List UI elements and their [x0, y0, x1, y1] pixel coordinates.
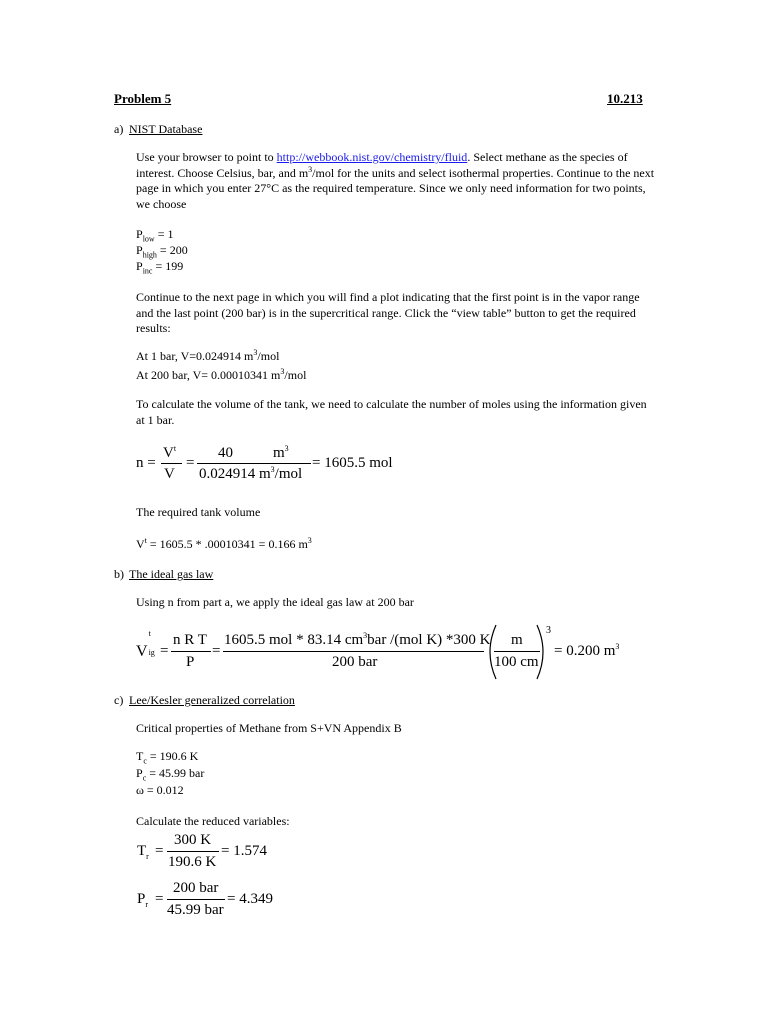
result-1bar: At 1 bar, V=0.024914 $m^3$/mol — [136, 348, 280, 363]
part-c-intro: Critical properties of Methane from S+VN Appendix B — [136, 721, 402, 735]
tc-value: $T_c = 190.6$ K — [136, 749, 199, 766]
omega-value: ω = 0.012 — [136, 783, 184, 797]
pc-value: $P_c = 45.99$ bar — [136, 766, 205, 783]
course-number: 10.213 — [607, 91, 643, 106]
part-a-moles-intro: To calculate the volume of the tank, we need to calculate the number of moles using the information given at 1 bar. — [136, 397, 647, 427]
p-inc: $P_{inc} = 199$ — [136, 259, 184, 276]
part-c-letter: c) — [114, 693, 124, 707]
part-b-letter: b) — [114, 567, 124, 581]
part-b-heading: The ideal gas law — [129, 567, 214, 581]
part-a-continue: Continue to the next page in which you will find a plot indicating that the first point is in the vapor range and the last point (200 bar) is in the supercritical range. Click the “view table” button to get the required results: — [136, 290, 640, 335]
part-c-heading: Lee/Kesler generalized correlation — [129, 693, 295, 707]
page-title: Problem 5 — [114, 91, 172, 106]
part-b-intro: Using n from part a, we apply the ideal gas law at 200 bar — [136, 595, 414, 609]
part-a-intro: Use your browser to point to http://webbook.nist.gov/chemistry/fluid. Select methane as the species of interest. Choose Celsius, bar, and $m^3$/mol for the units and select isothermal properties. Continue to the next page in which you enter 27°C as the required temperature. Since we only need information for two points, we choose — [136, 150, 655, 211]
tank-volume-label: The required tank volume — [136, 505, 261, 519]
part-a-letter: a) — [114, 122, 124, 136]
parentheses — [0, 620, 560, 680]
result-200bar: At 200 bar, V= 0.00010341 $m^3$/mol — [136, 367, 307, 382]
p-high: $P_{high} = 200$ — [136, 243, 188, 260]
reduced-intro: Calculate the reduced variables: — [136, 814, 290, 828]
tank-volume-value: $V^t = 1605.5 * .00010341 = 0.166$ $m^3$ — [136, 536, 312, 551]
eq1-num-vt: $V^t$ — [163, 444, 177, 461]
nist-link[interactable]: http://webbook.nist.gov/chemistry/fluid — [276, 150, 468, 164]
p-low: $P_{low} = 1$ — [136, 227, 174, 244]
part-a-heading: NIST Database — [129, 122, 203, 136]
